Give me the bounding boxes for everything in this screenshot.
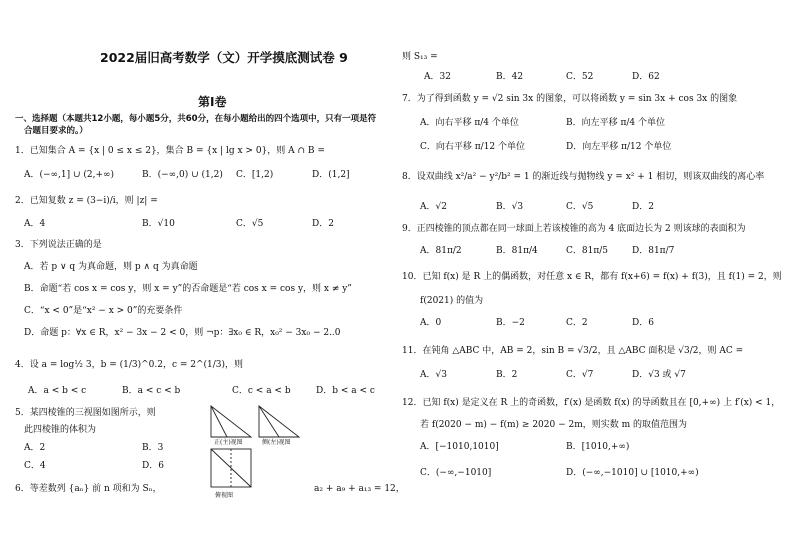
q3-option-b: B．命题“若 cos x = cos y，则 x = y”的否命题是“若 cos x = cos y，则 x ≠ y” [24,284,352,294]
q1-option-c: C．[1,2) [236,170,274,180]
q9-option-d: D．81π/7 [632,246,675,256]
q8-option-c: C．√5 [566,202,594,212]
q6-option-b: B．42 [496,72,524,82]
top-view-label: 俯视图 [215,492,234,499]
q7-stem: 7．为了得到函数 y = √2 sin 3x 的图象，可以将函数 y = sin 3x + cos 3x 的图象 [402,94,738,104]
q6-option-a: A．32 [424,72,451,82]
q7-option-a: A．向右平移 π/4 个单位 [420,118,519,128]
q9-option-a: A．81π/2 [420,246,462,256]
q4-option-d: D．b < a < c [316,386,375,396]
q5-option-c: C．4 [24,461,46,471]
q4-option-a: A．a < b < c [28,386,87,396]
q8-option-d: D．2 [632,202,654,212]
q10-option-b: B．−2 [496,318,525,328]
q1-option-d: D．(1,2] [312,170,350,180]
q6-option-c: C．52 [566,72,594,82]
q6-continuation: 则 S₁₃ = [402,52,438,62]
q6-option-d: D．62 [632,72,660,82]
q12-stem-line2: 若 f(2020 − m) − f(m) ≥ 2020 − 2m，则实数 m 的取值范围为 [420,420,688,430]
side-view-edge [259,406,279,437]
q10-stem-line2: f(2021) 的值为 [420,296,484,306]
q11-option-a: A．√3 [420,370,447,380]
q2-option-c: C．√5 [236,219,264,229]
q5-option-a: A．2 [24,443,46,453]
q11-option-b: B．2 [496,370,518,380]
q1-stem: 1．已知集合 A = {x | 0 ≤ x ≤ 2}，集合 B = {x | lg x > 0}，则 A ∩ B = [15,146,325,156]
section-instructions-line2: 合题目要求的。） [24,126,88,136]
front-view-outline [211,406,251,437]
section-instructions-line1: 一、选择题（本题共12小题，每小题5分，共60分，在每小题给出的四个选项中，只有一项是符 [15,114,377,124]
q2-option-d: D．2 [312,219,334,229]
q5-option-b: B．3 [142,443,164,453]
q8-option-b: B．√3 [496,202,524,212]
side-view-label: 侧(左)视图 [262,439,291,446]
q7-option-c: C．向右平移 π/12 个单位 [420,142,526,152]
q11-stem: 11．在钝角 △ABC 中，AB = 2，sin B = √3/2，且 △ABC 面积是 √3/2，则 AC = [402,346,744,356]
q1-option-a: A．(−∞,1] ∪ (2,+∞) [24,170,115,180]
q5-stem-line1: 5．某四棱锥的三视图如图所示，则 [15,408,156,418]
q12-stem-line1: 12．已知 f(x) 是定义在 R 上的奇函数，f′(x) 是函数 f(x) 的导函数且在 [0,+∞) 上 f′(x) < 1， [402,398,781,408]
q12-option-b: B．[1010,+∞) [566,442,630,452]
q10-option-c: C．2 [566,318,588,328]
q5-stem-line2: 此四棱锥的体积为 [24,425,97,435]
q2-option-b: B．√10 [142,219,175,229]
q6-stem-tail: a₂ + a₉ + a₁₃ = 12， [314,484,405,494]
q9-stem: 9．正四棱锥的顶点都在同一球面上若该棱锥的高为 4 底面边长为 2 则该球的表面积为 [402,224,746,234]
q12-option-d: D．(−∞,−1010] ∪ [1010,+∞) [566,468,699,478]
q10-option-d: D．6 [632,318,654,328]
q9-option-c: C．81π/5 [566,246,609,256]
q4-option-c: C．c < a < b [232,386,291,396]
q7-option-b: B．向左平移 π/4 个单位 [566,118,666,128]
q4-option-b: B．a < c < b [122,386,181,396]
q12-option-c: C．(−∞,−1010] [420,468,492,478]
paper-title: 2022届旧高考数学（文）开学摸底测试卷 9 [100,50,348,65]
q11-option-d: D．√3 或 √7 [632,370,686,380]
q10-stem-line1: 10．已知 f(x) 是 R 上的偶函数，对任意 x ∈ R，都有 f(x+6) = f(x) + f(3)，且 f(1) = 2，则 [402,272,782,282]
q2-option-a: A．4 [24,219,46,229]
side-view-outline [259,406,299,437]
q3-option-c: C．“x < 0”是“x² − x > 0”的充要条件 [24,306,183,316]
q2-stem: 2．已知复数 z = (3−i)/i，则 |z| = [15,196,158,206]
q3-option-a: A．若 p ∨ q 为真命题，则 p ∧ q 为真命题 [24,262,198,272]
q1-option-b: B．(−∞,0) ∪ (1,2) [142,170,223,180]
q8-stem: 8．设双曲线 x²/a² − y²/b² = 1 的渐近线与抛物线 y = x² + 1 相切，则该双曲线的离心率 [402,172,765,182]
q11-option-c: C．√7 [566,370,594,380]
q4-stem: 4．设 a = log½ 3，b = (1/3)^0.2，c = 2^(1/3)，则 [15,360,244,370]
front-view-edge [211,406,227,437]
q6-stem: 6．等差数列 {aₙ} 前 n 项和为 Sₙ， [15,484,162,494]
q5-option-d: D．6 [142,461,164,471]
q12-option-a: A．[−1010,1010] [420,442,499,452]
volume-heading: 第Ⅰ卷 [198,95,227,109]
q3-stem: 3．下列说法正确的是 [15,240,102,250]
front-view-label: 正(主)视图 [214,439,243,446]
q3-option-d: D．命题 p：∀x ∈ R，x² − 3x − 2 < 0，则 ¬p：∃x₀ ∈ R，x₀² − 3x₀ − 2..0 [24,328,341,338]
q7-option-d: D．向左平移 π/12 个单位 [566,142,672,152]
q9-option-b: B．81π/4 [496,246,538,256]
three-view-figure [205,403,310,498]
q8-option-a: A．√2 [420,202,447,212]
q10-option-a: A．0 [420,318,442,328]
